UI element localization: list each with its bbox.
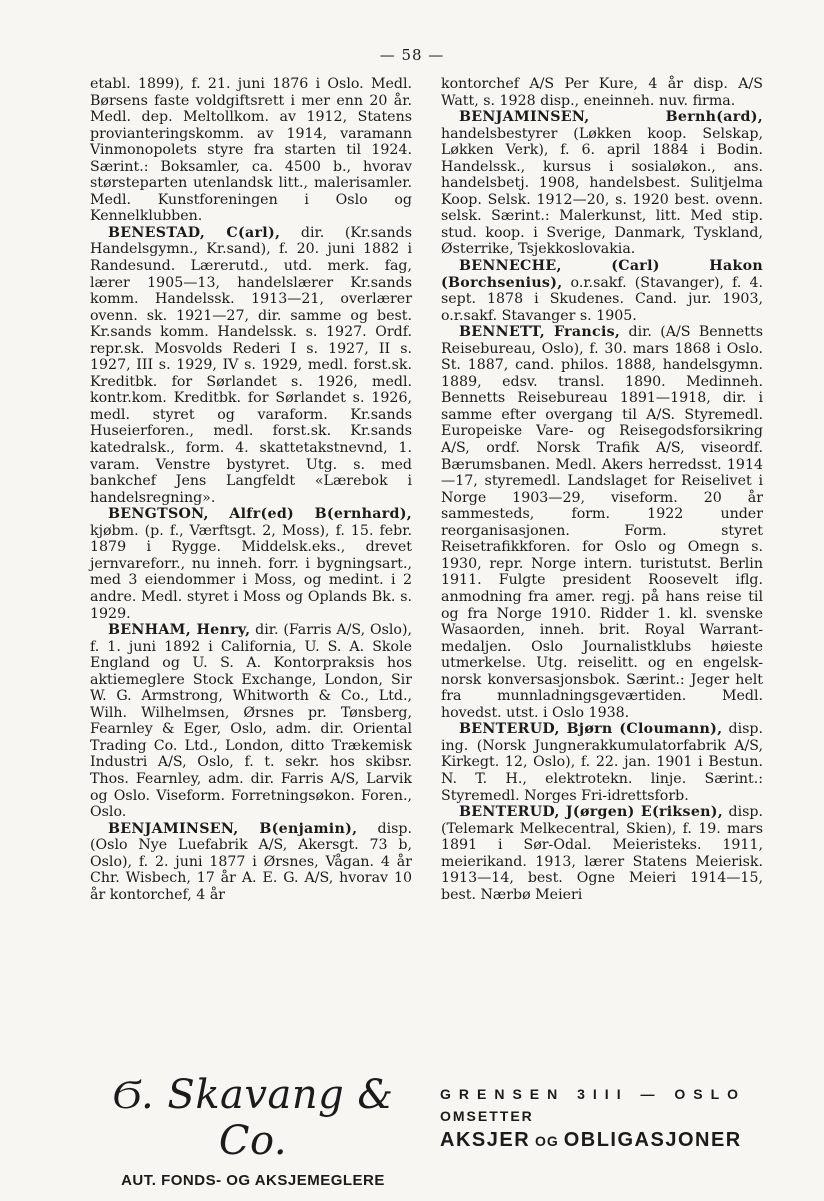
entry-bennett: BENNETT, Francis, dir. (A/S Bennetts Reisebureau, Oslo), f. 30. mars 1868 i Oslo. St. 1887, cand. philos. 1888, handelsgymn. 1889, edsv. transl. 1890. Medinneh. Bennetts Reisebureau 1891—1918, dir. i samme efter overgang til A/S. Styremedl. Europeiske Vare- og Reisegodsforsikring A/S, ordf. Norsk Trafik A/S, viseordf. Bærumsbanen. Medl. Akers herredsst. 1914—17, styremedl. Landslaget for Reiselivet i Norge 1903—29, viseform. 20 år sammesteds, form. 1922 under reorganisasjonen. Form. styret Reisetrafikkforen. for Oslo og Omegn s. 1930, repr. Norge intern. turistutst. Berlin 1911. Fulgte president Roosevelt iflg. anmodning fra amer. regj. på hans reise til og fra Norge 1910. Ridder 1. kl. svenske Wasaorden, inneh. brit. Royal Warrant-medaljen. Oslo Journalistklubs høieste utmerkelse. Utg. reiselitt. og en engelsk-norsk konversasjonsbok. Særint.: Jeger helt fra munnladningsgeværtiden. Medl. hovedst. utst. i Oslo 1938. — [441, 324, 763, 721]
firm-tagline: AUT. FONDS- OG AKSJEMEGLERE — [121, 1172, 385, 1189]
entry-benham: BENHAM, Henry, dir. (Farris A/S, Oslo), f. 1. juni 1892 i California, U. S. A. Skole England og U. S. A. Kontorpraksis hos aktiemeglere Stock Exchange, London, Sir W. G. Armstrong, Whitworth & Co., Ltd., Wilh. Wilhelmsen, Ørsnes pr. Tønsberg, Fearnley & Eger, Oslo, adm. dir. Oriental Trading Co. Ltd., London, ditto Trækemisk Industri A/S, Oslo, f. t. sekr. hos skibsr. Thos. Fearnley, adm. dir. Farris A/S, Larvik og Oslo. Viseform. Forretningsøkon. Foren., Oslo. — [90, 622, 412, 821]
advertisement-skavang — [88, 1072, 418, 1189]
entry-benestad: BENESTAD, C(arl), dir. (Kr.sands Handelsgymn., Kr.sand), f. 20. juni 1882 i Randesund. Lærerutd., utd. merk. fag, lærer 1905—13, handelslærer Kr.sands komm. Handelssk. 1913—21, overlærer ovenn. sk. 1921—27, dir. samme og best. Kr.sands komm. Handelssk. s. 1927. Ordf. repr.sk. Mosvolds Rederi I s. 1927, II s. 1927, III s. 1929, IV s. 1929, medl. forst.sk. Kreditbk. for Sørlandet s. 1926, medl. kontr.kom. Kreditbk. for Sørlandet s. 1926, medl. styret og varaform. Kr.sands Huseierforen., medl. forst.sk. Kr.sands katedralsk., form. 4. skattetakstnevnd, 1. varam. Venstre bystyret. Utg. s. med bankchef Jens Langfeldt «Lærebok i handelsregning». — [90, 224, 412, 506]
right-column — [441, 76, 763, 903]
entry-benjaminsen-benjamin: BENJAMINSEN, B(enjamin), disp. (Oslo Nye Luefabrik A/S, Akersgt. 73 b, Oslo), f. 2. juni 1877 i Ørsnes, Vågan. 4 år Chr. Wisbech, 17 år A. E. G. A/S, hvorav 10 år kontorchef, 4 år — [90, 820, 412, 903]
address-line: GRENSEN 3III — OSLO — [440, 1086, 747, 1102]
left-column — [90, 76, 412, 903]
firm-logo-text: Ϭ. Skavang & Co. — [112, 1072, 394, 1164]
entry-benneche: BENNECHE, (Carl) Hakon (Borchsenius), o.r.sakf. (Stavanger), f. 4. sept. 1878 i Skudenes. Cand. jur. 1903, o.r.sakf. Stavanger s. 1905. — [441, 258, 763, 324]
entry-benterud-jorgen: BENTERUD, J(ørgen) E(riksen), disp. (Telemark Melkecentral, Skien), f. 19. mars 1891 i Sør-Odal. Meieristeks. 1911, meierikand. 1913, lærer Statens Meierisk. 1913—14, best. Ogne Meieri 1914—15, best. Nærbø Meieri — [441, 804, 763, 903]
entry-benjaminsen-bernhard: BENJAMINSEN, Bernh(ard), handelsbestyrer (Løkken koop. Selskap, Løkken Verk), f. 6. april 1884 i Bodin. Handelssk., kursus i sosialøkon., ans. handelsbetj. 1908, handelsbest. Sulitjelma Koop. Selsk. 1912—20, s. 1920 best. ovenn. selsk. Særint.: Malerkunst, litt. Med stip. stud. koop. i Sverige, Danmark, Tyskland, Østerrike, Tsjekkoslovakia. — [441, 109, 763, 258]
omsetter-label: OMSETTER — [440, 1108, 534, 1124]
entry-bengtson: BENGTSON, Alfr(ed) B(ernhard), kjøbm. (p. f., Værftsgt. 2, Moss), f. 15. febr. 1879 i Rygge. Middelsk.eks., drevet jernvareforr., nu inneh. forr. i bygningsart., med 3 eiendommer i Moss, og medint. i 2 andre. Medl. styret i Moss og Oplands Bk. s. 1929. — [90, 506, 412, 622]
entry-continuation: etabl. 1899), f. 21. juni 1876 i Oslo. Medl. Børsens faste voldgiftsrett i mer enn 20 år. Medl. dep. Meltollkom. av 1912, Statens provianteringskomm. av 1914, varamann Vinmonopolets styre fra starten til 1924. Særint.: Boksamler, ca. 4500 b., hvorav størsteparten utenlandsk litt., malerisamler. Medl. Kunstforeningen i Oslo og Kennelklubben. — [90, 76, 412, 225]
entry-continuation: kontorchef A/S Per Kure, 4 år disp. A/S Watt, s. 1928 disp., eneinneh. nuv. firma. — [441, 76, 763, 109]
page-number: — 58 — — [379, 46, 445, 64]
trade-line: AKSJER OG OBLIGASJONER — [440, 1129, 742, 1151]
advertisement-address — [440, 1072, 770, 1162]
entry-benterud-bjorn: BENTERUD, Bjørn (Cloumann), disp. ing. (Norsk Jungnerakkumulatorfabrik A/S, Kirkegt. 12, Oslo), f. 22. jan. 1901 i Bestun. N. T. H., elektrotekn. linje. Særint.: Styremedl. Norges Fri-idrettsforb. — [441, 721, 763, 804]
